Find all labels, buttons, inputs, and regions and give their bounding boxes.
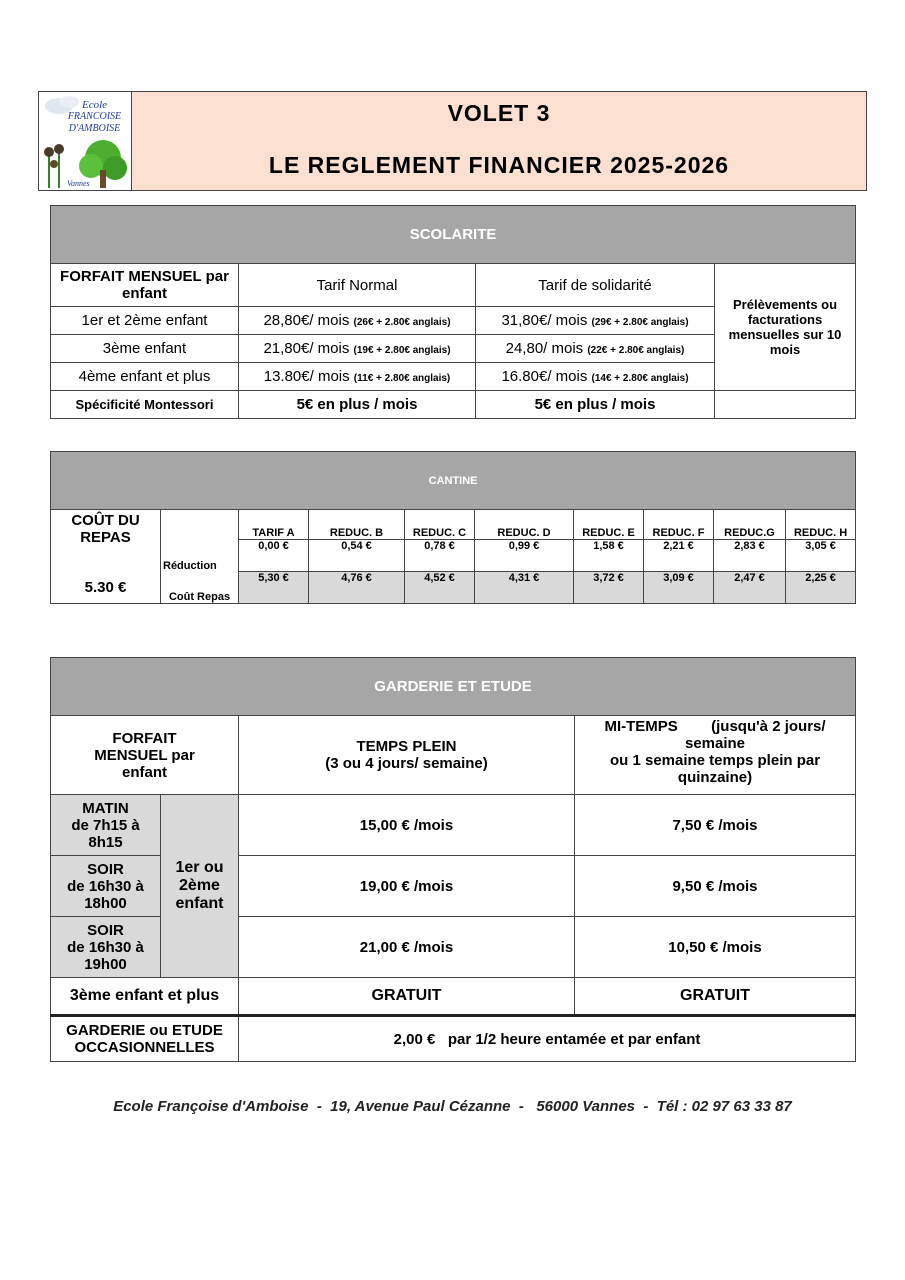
price-detail: (19€ + 2.80€ anglais) — [353, 345, 451, 356]
prelevement-note: Prélèvements ou facturations mensuelles sur 10 mois — [715, 264, 856, 391]
garderie-title: GARDERIE ET ETUDE — [51, 658, 856, 716]
logo-text-francoise: FRANCOISE — [67, 111, 122, 122]
mi-temps-price: 7,50 € /mois — [575, 795, 856, 856]
temps-plein-price: 15,00 € /mois — [239, 795, 575, 856]
tarif-solidarite-cell — [476, 335, 715, 363]
logo-text-ecole: Ecole — [81, 99, 108, 111]
row-label: 3ème enfant — [51, 335, 239, 363]
garderie-table — [50, 657, 856, 1062]
montessori-label: Spécificité Montessori — [51, 391, 239, 419]
scolarite-table — [50, 205, 856, 419]
row-label: 4ème enfant et plus — [51, 363, 239, 391]
cout-value: 3,72 € — [574, 572, 644, 604]
cantine-header-h: REDUC. H — [786, 510, 856, 540]
garderie-forfait-label: FORFAIT MENSUEL par enfant — [94, 729, 195, 781]
cantine-header-f: REDUC. F — [644, 510, 714, 540]
price: 21,80€/ mois — [263, 340, 350, 357]
child-label: 1er ou 2ème enfant — [161, 795, 239, 978]
tarif-normal-cell — [239, 335, 476, 363]
price-detail: (14€ + 2.80€ anglais) — [591, 373, 689, 384]
footer-address: Ecole Françoise d'Amboise - 19, Avenue Paul Cézanne - 56000 Vannes - Tél : 02 97 63 33 87 — [113, 1098, 792, 1115]
scolarite-forfait-label: FORFAIT MENSUEL par enfant — [51, 264, 239, 307]
third-child-mi: GRATUIT — [575, 978, 856, 1016]
garderie-forfait-cell — [51, 716, 239, 795]
tarif-solidarite-cell — [476, 363, 715, 391]
third-child-label: 3ème enfant et plus — [51, 978, 239, 1016]
cantine-header-a: TARIF A — [239, 510, 309, 540]
price: 28,80€/ mois — [263, 312, 350, 329]
logo-text-vannes: Vannes — [67, 179, 90, 188]
temps-plein-title: TEMPS PLEIN — [356, 738, 457, 755]
slot-hours: de 7h15 à 8h15 — [71, 816, 140, 851]
table-row — [51, 978, 856, 1016]
logo-text-amboise: D'AMBOISE — [68, 123, 121, 134]
cantine-title: CANTINE — [51, 452, 856, 510]
table-row — [51, 1016, 856, 1062]
price: 31,80€/ mois — [501, 312, 588, 329]
mi-temps-title: MI-TEMPS (jusqu'à 2 jours/ semaine — [604, 718, 830, 752]
slot-hours: de 16h30 à 18h00 — [67, 877, 144, 912]
empty-cell — [161, 510, 239, 540]
slot-label — [51, 795, 161, 856]
cout-value: 4,52 € — [405, 572, 475, 604]
price-detail: (26€ + 2.80€ anglais) — [353, 317, 451, 328]
price-detail: (11€ + 2.80€ anglais) — [353, 373, 451, 384]
montessori-normal: 5€ en plus / mois — [239, 391, 476, 419]
cantine-header-d: REDUC. D — [475, 510, 574, 540]
tarif-solidarite-cell — [476, 307, 715, 335]
price: 16.80€/ mois — [501, 368, 588, 385]
slot-name: MATIN — [82, 799, 129, 817]
table-row — [51, 572, 856, 604]
reduction-value: 1,58 € — [574, 540, 644, 572]
third-child-plein: GRATUIT — [239, 978, 575, 1016]
cout-value: 4,76 € — [309, 572, 405, 604]
temps-plein-price: 19,00 € /mois — [239, 856, 575, 917]
price-detail: (22€ + 2.80€ anglais) — [587, 345, 685, 356]
temps-plein-price: 21,00 € /mois — [239, 917, 575, 978]
cout-repas-row-label: Coût Repas — [161, 572, 239, 604]
mi-temps-price: 9,50 € /mois — [575, 856, 856, 917]
reduction-value: 0,99 € — [475, 540, 574, 572]
cout-value: 3,09 € — [644, 572, 714, 604]
table-row — [51, 391, 856, 419]
mi-temps-subtitle: ou 1 semaine temps plein par quinzaine) — [609, 752, 821, 786]
volet-title: VOLET 3 — [447, 100, 551, 126]
cout-value: 5,30 € — [239, 572, 309, 604]
slot-label — [51, 856, 161, 917]
slot-name: SOIR — [87, 921, 124, 939]
table-row — [51, 795, 856, 856]
montessori-solidarite: 5€ en plus / mois — [476, 391, 715, 419]
cantine-table — [50, 451, 856, 604]
school-logo — [39, 92, 132, 190]
mi-temps-header — [575, 716, 856, 795]
occasionnelles-value: 2,00 € par 1/2 heure entamée et par enfant — [239, 1016, 856, 1062]
tarif-normal-header: Tarif Normal — [239, 264, 476, 307]
slot-label — [51, 917, 161, 978]
reduction-value: 2,83 € — [714, 540, 786, 572]
cout-value: 2,25 € — [786, 572, 856, 604]
tarif-normal-cell — [239, 307, 476, 335]
reduction-value: 0,00 € — [239, 540, 309, 572]
cout-repas-label: COÛT DU REPAS — [51, 510, 161, 572]
reduction-value: 2,21 € — [644, 540, 714, 572]
occasionnelles-label: GARDERIE ou ETUDE OCCASIONNELLES — [51, 1016, 239, 1062]
scolarite-title: SCOLARITE — [51, 206, 856, 264]
cout-value: 2,47 € — [714, 572, 786, 604]
page-header — [38, 91, 867, 191]
slot-name: SOIR — [87, 860, 124, 878]
cout-value: 4,31 € — [475, 572, 574, 604]
cantine-header-g: REDUC.G — [714, 510, 786, 540]
price-detail: (29€ + 2.80€ anglais) — [591, 317, 689, 328]
mi-temps-price: 10,50 € /mois — [575, 917, 856, 978]
tarif-solidarite-header: Tarif de solidarité — [476, 264, 715, 307]
tarif-normal-cell — [239, 363, 476, 391]
reduction-value: 0,54 € — [309, 540, 405, 572]
reduction-value: 0,78 € — [405, 540, 475, 572]
price: 24,80/ mois — [505, 340, 584, 357]
reduction-value: 3,05 € — [786, 540, 856, 572]
reduction-label: Réduction — [161, 540, 239, 572]
row-label: 1er et 2ème enfant — [51, 307, 239, 335]
temps-plein-subtitle: (3 ou 4 jours/ semaine) — [325, 755, 488, 772]
empty-cell — [715, 391, 856, 419]
cout-repas-value: 5.30 € — [51, 572, 161, 604]
cantine-header-b: REDUC. B — [309, 510, 405, 540]
price: 13.80€/ mois — [263, 368, 350, 385]
slot-hours: de 16h30 à 19h00 — [67, 938, 144, 973]
temps-plein-header — [239, 716, 575, 795]
page-title: LE REGLEMENT FINANCIER 2025-2026 — [268, 152, 730, 178]
cantine-header-c: REDUC. C — [405, 510, 475, 540]
cantine-header-e: REDUC. E — [574, 510, 644, 540]
table-row — [51, 540, 856, 572]
